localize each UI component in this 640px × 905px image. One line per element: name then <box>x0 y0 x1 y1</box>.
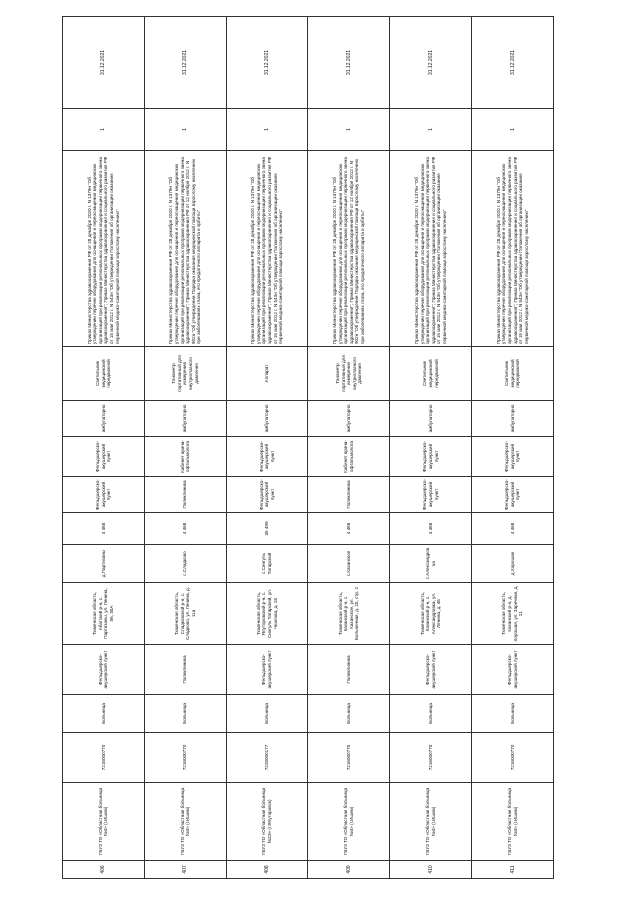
room-type: Кабинет врача-офтальмолога <box>144 437 226 477</box>
unit-subtype: Фельдшерско-акушерский пункт <box>63 477 145 513</box>
locality-name: д.Хорошая <box>472 545 554 583</box>
population-count: 4 468 <box>144 513 226 545</box>
unit-subtype: Фельдшерско-акушерский пункт <box>226 477 308 513</box>
row-number: 410 <box>390 861 472 879</box>
organization-name: ГБУЗ ТО «Областная больница №4» (г.Ишим) <box>63 783 145 861</box>
room-type: Фельдшерско-акушерский пункт <box>226 437 308 477</box>
inn-code: 7216000770 <box>472 733 554 783</box>
unit-address: Тюменская область, Казанский р-н, д. Хорошая, ул. Заречная, д. 21 <box>472 583 554 645</box>
care-conditions: амбулаторно <box>308 401 390 437</box>
equipment-quantity: 1 <box>63 109 145 151</box>
locality-name: с.Казанское <box>308 545 390 583</box>
care-conditions: амбулаторно <box>390 401 472 437</box>
equipment-name: Светильник медицинский передвижной <box>63 347 145 401</box>
organization-name: ГБУЗ ТО «Областная больница №4» (г.Ишим) <box>390 783 472 861</box>
unit-subtype: Фельдшерско-акушерский пункт <box>472 477 554 513</box>
legal-standard: Приказ Министерства здравоохранения РФ от 28 декабря 2020 г. N 1379н "Об утверждении перечня оборудования для оснащения и переоснащения медицинских организаций при реализации региональных программ модернизации первичного звена здравоохранения"; Приказ Министерства здравоохранения РФ от 12 ноября 2012 г. N 902н "Об утверждении Порядка оказания медицинской помощи взрослому населению при заболеваниях глаза, его придаточного аппарата и орбиты" <box>144 151 226 347</box>
equipment-name: Тонометр портативный для измерения внутриглазного давления <box>144 347 226 401</box>
locality-name: с.Александровка <box>390 545 472 583</box>
organization-name: ГБУЗ ТО «Областная больница №4» (г.Ишим) <box>144 783 226 861</box>
inn-code: 7216000770 <box>63 733 145 783</box>
legal-standard: Приказ Министерства здравоохранения РФ от 28 декабря 2020 г. N 1379н "Об утверждении перечня оборудования для оснащения и переоснащения медицинских организаций при реализации региональных программ модернизации первичного звена здравоохранения"; Приказ Министерства здравоохранения и социального развития РФ от 15 мая 2012 г. N 543н "Об утверждении Положения об организации оказания первичной медико-санитарной помощи взрослому населению" <box>472 151 554 347</box>
table-row <box>472 17 554 879</box>
unit-address: Тюменская область, Казанский р-н, с. Александровка, ул. Ленина, д. 46 <box>390 583 472 645</box>
row-number: 408 <box>226 861 308 879</box>
care-conditions: амбулаторно <box>63 401 145 437</box>
delivery-date: 31.12.2021 <box>472 17 554 109</box>
population-count: 4 468 <box>390 513 472 545</box>
organization-name: ГБУЗ ТО «Областная больница №4» (г.Ишим) <box>472 783 554 861</box>
inn-code: 7216000770 <box>308 733 390 783</box>
delivery-date: 31.12.2021 <box>308 17 390 109</box>
facility-type: Больница <box>472 695 554 733</box>
structural-unit: Фельдшерско-акушерский пункт <box>226 645 308 695</box>
population-count: 35 499 <box>226 513 308 545</box>
room-type: Кабинет врача-офтальмолога <box>308 437 390 477</box>
locality-name: с.Сингуль Татарский <box>226 545 308 583</box>
room-type: Фельдшерско-акушерский пункт <box>472 437 554 477</box>
inn-code: 7216000770 <box>144 733 226 783</box>
facility-type: Больница <box>390 695 472 733</box>
organization-name: ГБУЗ ТО «Областная больница №23» (г.Ялуторовск) <box>226 783 308 861</box>
structural-unit: Поликлиника <box>308 645 390 695</box>
delivery-date: 31.12.2021 <box>144 17 226 109</box>
equipment-quantity: 1 <box>308 109 390 151</box>
unit-address: Тюменская область, Ялуторовский р-н, с. Сингуль Татарский, ул. Чкалова, д. 18 <box>226 583 308 645</box>
legal-standard: Приказ Министерства здравоохранения РФ от 28 декабря 2020 г. N 1379н "Об утверждении перечня оборудования для оснащения и переоснащения медицинских организаций при реализации региональных программ модернизации первичного звена здравоохранения"; Приказ Министерства здравоохранения и социального развития РФ от 15 мая 2012 г. N 543н "Об утверждении Положения об организации оказания первичной медико-санитарной помощи взрослому населению" <box>63 151 145 347</box>
equipment-quantity: 1 <box>144 109 226 151</box>
unit-address: Тюменская область, Абатский р-н, с. Партизаны, ул. Ленина, 56, 30А <box>63 583 145 645</box>
unit-subtype: Поликлиника <box>144 477 226 513</box>
inn-code: 7216000770 <box>390 733 472 783</box>
care-conditions: амбулаторно <box>226 401 308 437</box>
care-conditions: амбулаторно <box>472 401 554 437</box>
room-type: Фельдшерско-акушерский пункт <box>63 437 145 477</box>
row-number: 406 <box>63 861 145 879</box>
table-row <box>144 17 226 879</box>
unit-address: Тюменская область, Сладковский р-н, с. Сладково, ул. Ленина, д. 11а <box>144 583 226 645</box>
legal-standard: Приказ Министерства здравоохранения РФ от 28 декабря 2020 г. N 1379н "Об утверждении перечня оборудования для оснащения и переоснащения медицинских организаций при реализации региональных программ модернизации первичного звена здравоохранения"; Приказ Министерства здравоохранения РФ от 12 ноября 2012 г. N 902н "Об утверждении Порядка оказания медицинской помощи взрослому населению при заболеваниях глаза, его придаточного аппарата и орбиты" <box>308 151 390 347</box>
table-row <box>226 17 308 879</box>
delivery-date: 31.12.2021 <box>390 17 472 109</box>
organization-name: ГБУЗ ТО «Областная больница №4» (г.Ишим) <box>308 783 390 861</box>
equipment-name: Светильник медицинский передвижной <box>472 347 554 401</box>
population-count: 4 468 <box>308 513 390 545</box>
table-row <box>63 17 145 879</box>
equipment-register-table <box>62 16 554 879</box>
register-rows <box>63 17 554 879</box>
facility-type: Больница <box>144 695 226 733</box>
structural-unit: Поликлиника <box>144 645 226 695</box>
delivery-date: 31.12.2021 <box>63 17 145 109</box>
equipment-quantity: 1 <box>390 109 472 151</box>
population-count: 4 468 <box>472 513 554 545</box>
row-number: 407 <box>144 861 226 879</box>
equipment-name: Тонометр портативный для измерения внутриглазного давления <box>308 347 390 401</box>
unit-subtype: Поликлиника <box>308 477 390 513</box>
facility-type: Больница <box>63 695 145 733</box>
facility-type: Больница <box>226 695 308 733</box>
equipment-quantity: 1 <box>226 109 308 151</box>
delivery-date: 31.12.2021 <box>226 17 308 109</box>
legal-standard: Приказ Министерства здравоохранения РФ от 28 декабря 2020 г. N 1379н "Об утверждении перечня оборудования для оснащения и переоснащения медицинских организаций при реализации региональных программ модернизации первичного звена здравоохранения"; Приказ Министерства здравоохранения и социального развития РФ от 15 мая 2012 г. N 543н "Об утверждении Положения об организации оказания первичной медико-санитарной помощи взрослому населению" <box>390 151 472 347</box>
legal-standard: Приказ Министерства здравоохранения РФ от 28 декабря 2020 г. N 1379н "Об утверждении перечня оборудования для оснащения и переоснащения медицинских организаций при реализации региональных программ модернизации первичного звена здравоохранения"; Приказ Министерства здравоохранения и социального развития РФ от 15 мая 2012 г. N 543н "Об утверждении Положения об организации оказания первичной медико-санитарной помощи взрослому населению" <box>226 151 308 347</box>
locality-name: д.Партизаны <box>63 545 145 583</box>
inn-code: 7228000177 <box>226 733 308 783</box>
row-number: 411 <box>472 861 554 879</box>
facility-type: Больница <box>308 695 390 733</box>
structural-unit: Фельдшерско-акушерский пункт <box>63 645 145 695</box>
structural-unit: Фельдшерско-акушерский пункт <box>390 645 472 695</box>
equipment-name: Аппарат <box>226 347 308 401</box>
locality-name: с.Сладково <box>144 545 226 583</box>
room-type: Фельдшерско-акушерский пункт <box>390 437 472 477</box>
table-row <box>308 17 390 879</box>
equipment-quantity: 1 <box>472 109 554 151</box>
care-conditions: амбулаторно <box>144 401 226 437</box>
population-count: 4 468 <box>63 513 145 545</box>
row-number: 409 <box>308 861 390 879</box>
structural-unit: Фельдшерско-акушерский пункт <box>472 645 554 695</box>
table-row <box>390 17 472 879</box>
unit-address: Тюменская область, Казанский р-н, с. Казанское, ул. Больничная, д. 20, стр. 2 <box>308 583 390 645</box>
equipment-name: Светильник медицинский передвижной <box>390 347 472 401</box>
unit-subtype: Фельдшерско-акушерский пункт <box>390 477 472 513</box>
